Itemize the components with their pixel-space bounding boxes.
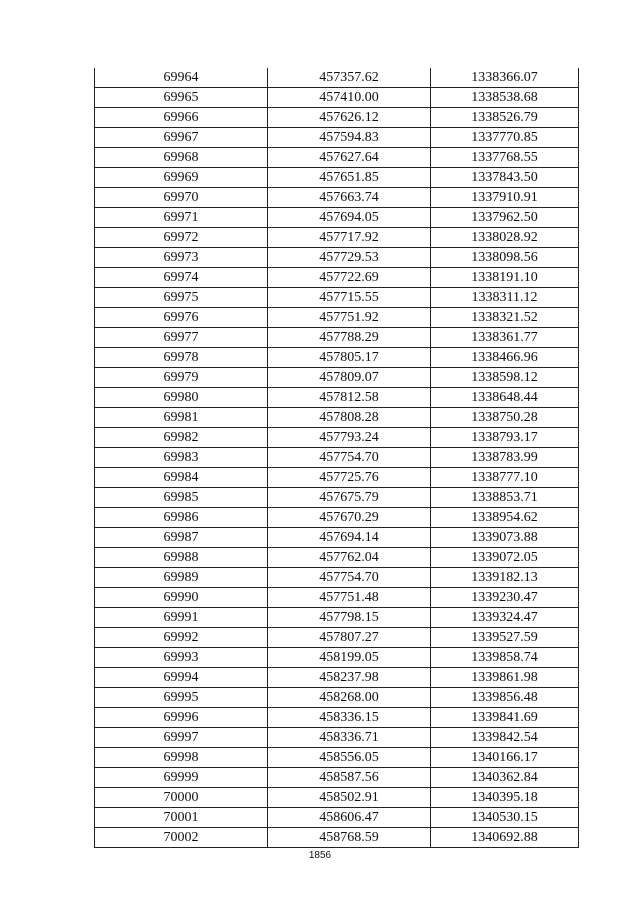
point-id-cell: 69994	[95, 668, 268, 688]
table-row	[95, 488, 579, 508]
point-id-cell: 70002	[95, 828, 268, 848]
table-row	[95, 628, 579, 648]
point-id-cell: 69986	[95, 508, 268, 528]
point-id-cell: 69999	[95, 768, 268, 788]
point-id-cell: 70001	[95, 808, 268, 828]
point-id-cell: 69989	[95, 568, 268, 588]
x-coordinate-cell: 458199.05	[268, 648, 431, 668]
y-coordinate-cell: 1337768.55	[431, 148, 579, 168]
y-coordinate-cell: 1338366.07	[431, 68, 579, 88]
point-id-cell: 69991	[95, 608, 268, 628]
y-coordinate-cell: 1338853.71	[431, 488, 579, 508]
y-coordinate-cell: 1338321.52	[431, 308, 579, 328]
y-coordinate-cell: 1339072.05	[431, 548, 579, 568]
y-coordinate-cell: 1339527.59	[431, 628, 579, 648]
coordinate-table	[94, 68, 579, 848]
x-coordinate-cell: 458502.91	[268, 788, 431, 808]
y-coordinate-cell: 1340692.88	[431, 828, 579, 848]
y-coordinate-cell: 1338750.28	[431, 408, 579, 428]
point-id-cell: 69971	[95, 208, 268, 228]
x-coordinate-cell: 457675.79	[268, 488, 431, 508]
y-coordinate-cell: 1339856.48	[431, 688, 579, 708]
point-id-cell: 69985	[95, 488, 268, 508]
table-row	[95, 528, 579, 548]
y-coordinate-cell: 1338598.12	[431, 368, 579, 388]
x-coordinate-cell: 457788.29	[268, 328, 431, 348]
table-row	[95, 328, 579, 348]
point-id-cell: 69978	[95, 348, 268, 368]
point-id-cell: 69997	[95, 728, 268, 748]
point-id-cell: 69992	[95, 628, 268, 648]
x-coordinate-cell: 458768.59	[268, 828, 431, 848]
x-coordinate-cell: 458587.56	[268, 768, 431, 788]
table-row	[95, 748, 579, 768]
x-coordinate-cell: 458237.98	[268, 668, 431, 688]
table-row	[95, 648, 579, 668]
x-coordinate-cell: 457762.04	[268, 548, 431, 568]
x-coordinate-cell: 457751.48	[268, 588, 431, 608]
point-id-cell: 69981	[95, 408, 268, 428]
y-coordinate-cell: 1340166.17	[431, 748, 579, 768]
y-coordinate-cell: 1339861.98	[431, 668, 579, 688]
point-id-cell: 69977	[95, 328, 268, 348]
x-coordinate-cell: 458606.47	[268, 808, 431, 828]
table-row	[95, 768, 579, 788]
point-id-cell: 69988	[95, 548, 268, 568]
point-id-cell: 69964	[95, 68, 268, 88]
point-id-cell: 69990	[95, 588, 268, 608]
point-id-cell: 69995	[95, 688, 268, 708]
x-coordinate-cell: 457805.17	[268, 348, 431, 368]
table-row	[95, 828, 579, 848]
y-coordinate-cell: 1340530.15	[431, 808, 579, 828]
x-coordinate-cell: 457725.76	[268, 468, 431, 488]
point-id-cell: 69974	[95, 268, 268, 288]
point-id-cell: 69972	[95, 228, 268, 248]
point-id-cell: 69987	[95, 528, 268, 548]
point-id-cell: 69967	[95, 128, 268, 148]
x-coordinate-cell: 457594.83	[268, 128, 431, 148]
point-id-cell: 69996	[95, 708, 268, 728]
y-coordinate-cell: 1340362.84	[431, 768, 579, 788]
y-coordinate-cell: 1338311.12	[431, 288, 579, 308]
table-row	[95, 108, 579, 128]
table-row	[95, 688, 579, 708]
table-row	[95, 348, 579, 368]
x-coordinate-cell: 457357.62	[268, 68, 431, 88]
table-row	[95, 288, 579, 308]
y-coordinate-cell: 1338361.77	[431, 328, 579, 348]
table-row	[95, 148, 579, 168]
y-coordinate-cell: 1339841.69	[431, 708, 579, 728]
y-coordinate-cell: 1338526.79	[431, 108, 579, 128]
x-coordinate-cell: 457694.05	[268, 208, 431, 228]
point-id-cell: 69984	[95, 468, 268, 488]
point-id-cell: 69993	[95, 648, 268, 668]
y-coordinate-cell: 1337770.85	[431, 128, 579, 148]
table-row	[95, 468, 579, 488]
x-coordinate-cell: 457808.28	[268, 408, 431, 428]
table-row	[95, 168, 579, 188]
y-coordinate-cell: 1338028.92	[431, 228, 579, 248]
point-id-cell: 69965	[95, 88, 268, 108]
point-id-cell: 69982	[95, 428, 268, 448]
x-coordinate-cell: 458336.15	[268, 708, 431, 728]
coordinate-table-container	[94, 68, 578, 848]
y-coordinate-cell: 1338098.56	[431, 248, 579, 268]
x-coordinate-cell: 457627.64	[268, 148, 431, 168]
table-row	[95, 608, 579, 628]
x-coordinate-cell: 457751.92	[268, 308, 431, 328]
table-row	[95, 788, 579, 808]
point-id-cell: 69973	[95, 248, 268, 268]
x-coordinate-cell: 457729.53	[268, 248, 431, 268]
table-row	[95, 88, 579, 108]
x-coordinate-cell: 457694.14	[268, 528, 431, 548]
coordinate-table-body	[95, 68, 579, 848]
x-coordinate-cell: 457754.70	[268, 448, 431, 468]
table-row	[95, 508, 579, 528]
x-coordinate-cell: 457793.24	[268, 428, 431, 448]
y-coordinate-cell: 1337910.91	[431, 188, 579, 208]
x-coordinate-cell: 458556.05	[268, 748, 431, 768]
y-coordinate-cell: 1338191.10	[431, 268, 579, 288]
point-id-cell: 69976	[95, 308, 268, 328]
x-coordinate-cell: 457717.92	[268, 228, 431, 248]
table-row	[95, 588, 579, 608]
y-coordinate-cell: 1339230.47	[431, 588, 579, 608]
x-coordinate-cell: 457798.15	[268, 608, 431, 628]
table-row	[95, 808, 579, 828]
y-coordinate-cell: 1338793.17	[431, 428, 579, 448]
x-coordinate-cell: 457626.12	[268, 108, 431, 128]
table-row	[95, 708, 579, 728]
x-coordinate-cell: 458268.00	[268, 688, 431, 708]
y-coordinate-cell: 1337962.50	[431, 208, 579, 228]
y-coordinate-cell: 1339858.74	[431, 648, 579, 668]
point-id-cell: 69979	[95, 368, 268, 388]
x-coordinate-cell: 457715.55	[268, 288, 431, 308]
x-coordinate-cell: 458336.71	[268, 728, 431, 748]
x-coordinate-cell: 457722.69	[268, 268, 431, 288]
y-coordinate-cell: 1339842.54	[431, 728, 579, 748]
y-coordinate-cell: 1339073.88	[431, 528, 579, 548]
x-coordinate-cell: 457809.07	[268, 368, 431, 388]
table-row	[95, 728, 579, 748]
y-coordinate-cell: 1338538.68	[431, 88, 579, 108]
page-number: 1856	[308, 850, 332, 861]
x-coordinate-cell: 457663.74	[268, 188, 431, 208]
y-coordinate-cell: 1337843.50	[431, 168, 579, 188]
x-coordinate-cell: 457807.27	[268, 628, 431, 648]
table-row	[95, 368, 579, 388]
table-row	[95, 128, 579, 148]
y-coordinate-cell: 1339182.13	[431, 568, 579, 588]
table-row	[95, 448, 579, 468]
y-coordinate-cell: 1339324.47	[431, 608, 579, 628]
x-coordinate-cell: 457670.29	[268, 508, 431, 528]
x-coordinate-cell: 457651.85	[268, 168, 431, 188]
x-coordinate-cell: 457410.00	[268, 88, 431, 108]
point-id-cell: 70000	[95, 788, 268, 808]
table-row	[95, 668, 579, 688]
table-row	[95, 228, 579, 248]
table-row	[95, 548, 579, 568]
y-coordinate-cell: 1338954.62	[431, 508, 579, 528]
y-coordinate-cell: 1338777.10	[431, 468, 579, 488]
point-id-cell: 69983	[95, 448, 268, 468]
table-row	[95, 408, 579, 428]
table-row	[95, 248, 579, 268]
point-id-cell: 69968	[95, 148, 268, 168]
table-row	[95, 428, 579, 448]
x-coordinate-cell: 457812.58	[268, 388, 431, 408]
table-row	[95, 208, 579, 228]
x-coordinate-cell: 457754.70	[268, 568, 431, 588]
y-coordinate-cell: 1338783.99	[431, 448, 579, 468]
y-coordinate-cell: 1340395.18	[431, 788, 579, 808]
point-id-cell: 69970	[95, 188, 268, 208]
point-id-cell: 69975	[95, 288, 268, 308]
table-row	[95, 568, 579, 588]
table-row	[95, 388, 579, 408]
point-id-cell: 69969	[95, 168, 268, 188]
table-row	[95, 188, 579, 208]
y-coordinate-cell: 1338648.44	[431, 388, 579, 408]
table-row	[95, 308, 579, 328]
table-row	[95, 68, 579, 88]
point-id-cell: 69966	[95, 108, 268, 128]
y-coordinate-cell: 1338466.96	[431, 348, 579, 368]
point-id-cell: 69998	[95, 748, 268, 768]
point-id-cell: 69980	[95, 388, 268, 408]
table-row	[95, 268, 579, 288]
